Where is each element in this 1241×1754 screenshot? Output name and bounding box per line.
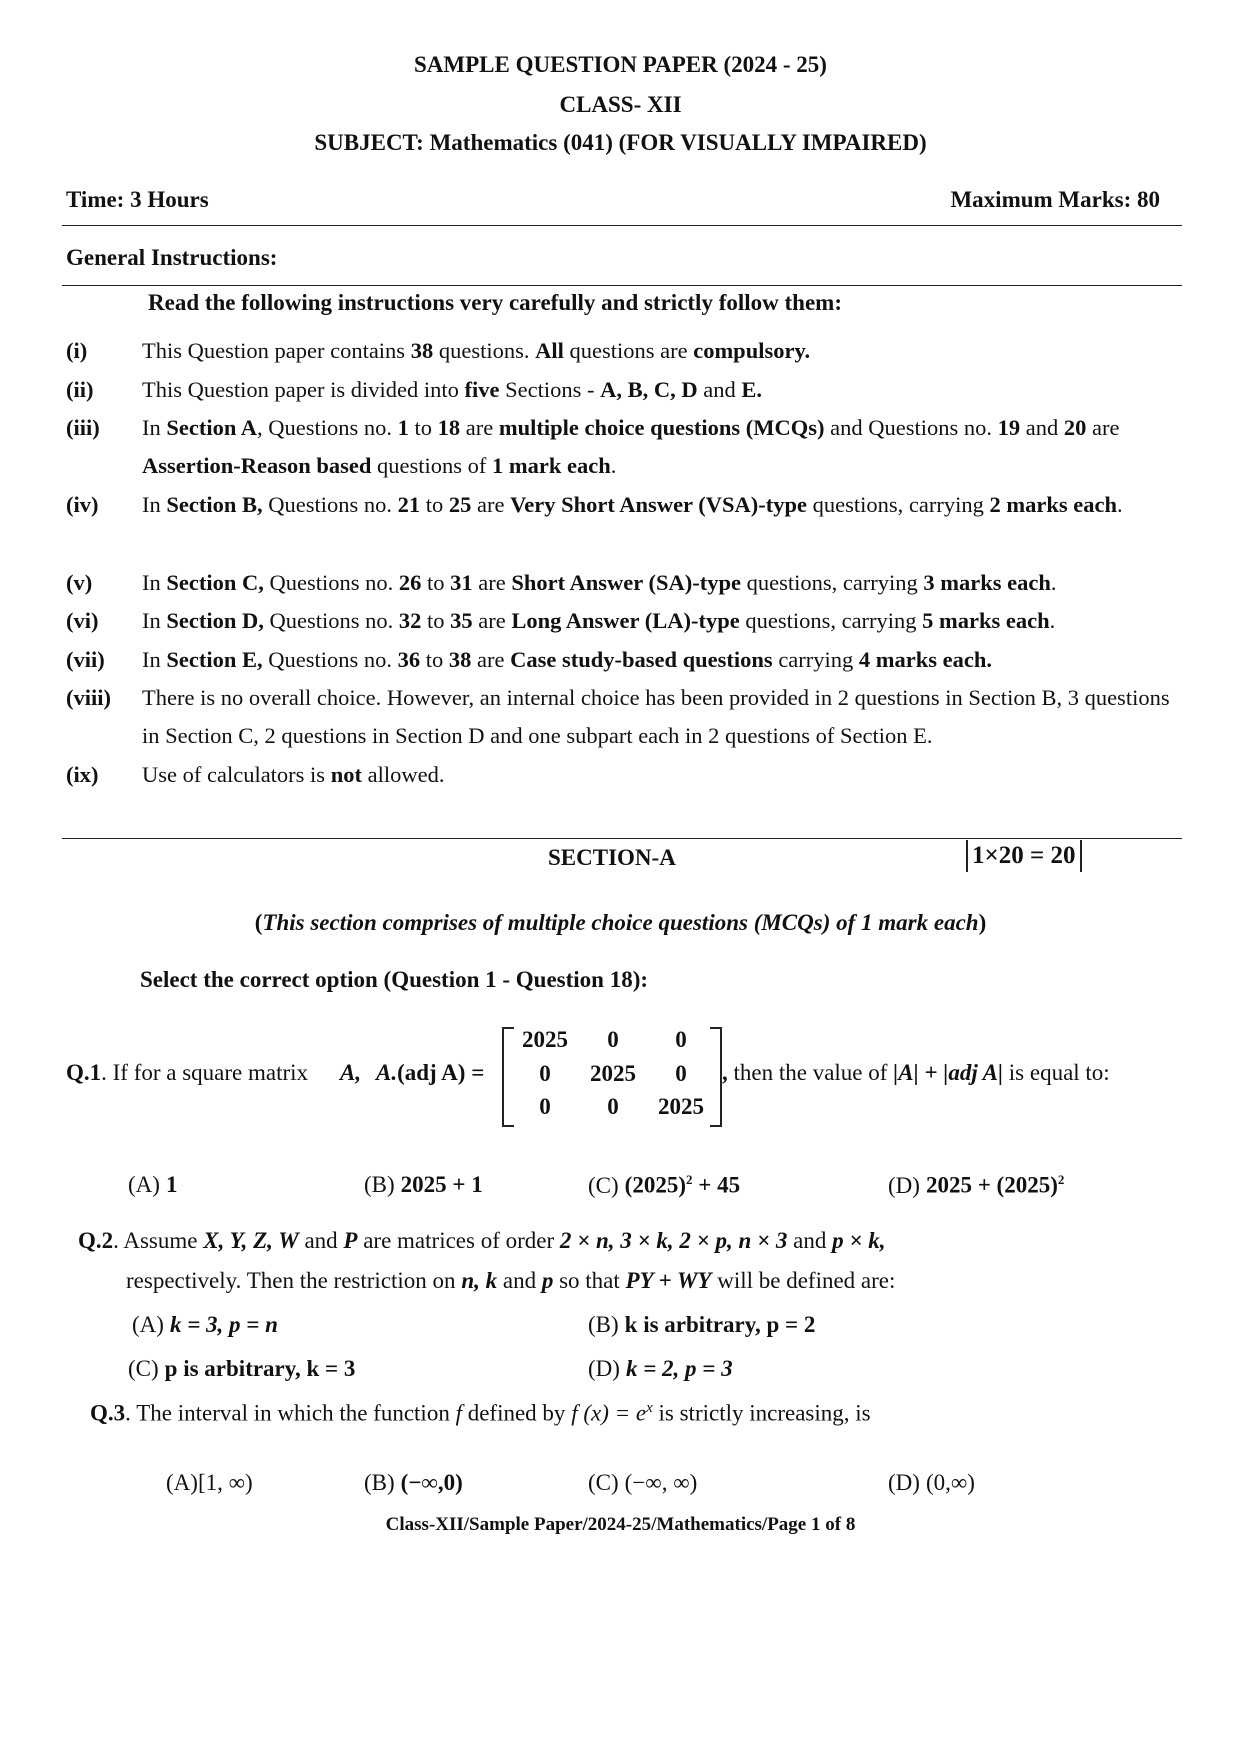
q1-option-a[interactable] bbox=[128, 1172, 177, 1198]
instruction-text-part: . bbox=[1049, 608, 1056, 633]
instruction-text-part: and bbox=[1020, 415, 1064, 440]
q3-option-a[interactable] bbox=[166, 1470, 253, 1496]
q2-option-a-value: k = 3, p = n bbox=[169, 1312, 278, 1337]
instruction-text-part: 32 bbox=[398, 608, 422, 633]
instruction-number: (viii) bbox=[66, 685, 111, 710]
q3-option-c[interactable] bbox=[588, 1470, 697, 1496]
instruction-text-part: Questions no. bbox=[263, 608, 399, 633]
instruction-text-part: to bbox=[408, 415, 438, 440]
instruction-text-part: 3 marks each bbox=[923, 570, 1051, 595]
q3-option-c-label: (C) bbox=[588, 1470, 619, 1495]
instruction-text-part: 38 bbox=[448, 647, 472, 672]
matrix-cell: 0 bbox=[607, 1094, 619, 1119]
q2-option-c[interactable] bbox=[128, 1356, 355, 1382]
instruction-number: (ix) bbox=[66, 762, 99, 787]
instruction-text-part: not bbox=[330, 762, 362, 787]
matrix-cell: 0 bbox=[539, 1061, 551, 1086]
q2-option-b[interactable] bbox=[588, 1312, 815, 1338]
q1-option-a-label: (A) bbox=[128, 1172, 160, 1197]
instruction-text-part: Case study-based questions bbox=[510, 647, 773, 672]
q3-option-d-value: (0,∞) bbox=[925, 1470, 975, 1495]
instruction-text-part: 2 marks each bbox=[989, 492, 1117, 517]
q3-option-a-value: [1, ∞) bbox=[197, 1470, 253, 1495]
q2-line2-b: and bbox=[497, 1268, 542, 1293]
q1-option-b-value: 2025 + 1 bbox=[400, 1172, 483, 1197]
q1-option-c-value: (2025) bbox=[624, 1172, 686, 1198]
q2-pv: p bbox=[541, 1268, 554, 1293]
class-label: CLASS- XII bbox=[559, 92, 682, 117]
instruction-text-part: 21 bbox=[397, 492, 421, 517]
instruction-item bbox=[66, 602, 1186, 632]
instructions-intro: Read the following instructions very carefully and strictly follow them: bbox=[148, 290, 842, 315]
section-a-note-text: This section comprises of multiple choice questions (MCQs) of 1 mark each bbox=[262, 910, 979, 935]
q2-vars: X, Y, Z, W bbox=[203, 1228, 299, 1253]
q2-option-d-label: (D) bbox=[588, 1356, 620, 1381]
q1-post bbox=[722, 1060, 1110, 1086]
instruction-text-part: are bbox=[471, 647, 511, 672]
instruction-text-part: to bbox=[420, 492, 449, 517]
instruction-text-part: . bbox=[1050, 570, 1057, 595]
instruction-text-part: questions of bbox=[371, 453, 493, 478]
max-marks-label: Maximum Marks: 80 bbox=[950, 187, 1160, 212]
instruction-text-part: to bbox=[421, 608, 451, 633]
instruction-text-part: All bbox=[535, 338, 564, 363]
divider-top bbox=[62, 225, 1182, 226]
instruction-text-part: to bbox=[420, 647, 449, 672]
divider-section-a bbox=[62, 838, 1182, 839]
instruction-text-part: and bbox=[697, 377, 742, 402]
q3-option-d-label: (D) bbox=[888, 1470, 920, 1495]
matrix-cell: 2025 bbox=[658, 1094, 704, 1119]
instruction-number: (iv) bbox=[66, 492, 99, 517]
section-a-note-open: ( bbox=[254, 910, 263, 935]
subject-label: SUBJECT: Mathematics (041) (FOR VISUALLY IMPAIRED) bbox=[314, 130, 927, 155]
q3-option-b[interactable] bbox=[364, 1470, 463, 1496]
instruction-text-part: 19 bbox=[997, 415, 1021, 440]
instruction-number: (vii) bbox=[66, 647, 105, 672]
q2-p: P bbox=[343, 1228, 358, 1253]
instruction-text-part: 31 bbox=[450, 570, 473, 595]
instruction-text-part: In bbox=[142, 647, 167, 672]
q1-var-a: A, bbox=[340, 1060, 362, 1085]
instruction-text bbox=[142, 371, 1172, 409]
section-a-note-close: ) bbox=[978, 910, 987, 935]
matrix-cell: 0 bbox=[675, 1027, 687, 1052]
instruction-text-part: Assertion-Reason based bbox=[142, 453, 372, 478]
instruction-number: (ii) bbox=[66, 377, 94, 402]
q3-text-a: . The interval in which the function bbox=[125, 1400, 456, 1426]
instruction-text-part: are bbox=[472, 570, 512, 595]
instruction-text-part: 36 bbox=[397, 647, 421, 672]
q2-number: Q.2 bbox=[78, 1228, 114, 1253]
instruction-text bbox=[142, 564, 1172, 602]
instruction-text bbox=[142, 486, 1172, 524]
q2-option-d-value: k = 2, p = 3 bbox=[625, 1356, 733, 1381]
instruction-text-part: 35 bbox=[450, 608, 473, 633]
q1-option-c-sup: 2 bbox=[686, 1172, 693, 1187]
q3-text-c: is strictly increasing, is bbox=[652, 1400, 871, 1426]
q1-option-d[interactable] bbox=[888, 1172, 1064, 1199]
instruction-text bbox=[142, 409, 1172, 485]
q1-post-comma: , bbox=[722, 1060, 728, 1085]
instruction-text-part: Section D, bbox=[166, 608, 264, 633]
instruction-text-part: Use of calculators is bbox=[142, 762, 331, 787]
instruction-text-part: Questions no. bbox=[263, 570, 399, 595]
instruction-item bbox=[66, 486, 1186, 554]
instruction-text-part: questions are bbox=[563, 338, 694, 363]
page-footer: Class-XII/Sample Paper/2024-25/Mathematics/Page 1 of 8 bbox=[385, 1514, 856, 1535]
q3-fx: f (x) = e bbox=[571, 1400, 647, 1426]
instruction-text-part: Long Answer (LA)-type bbox=[511, 608, 740, 633]
q2-nk: n, k bbox=[461, 1268, 498, 1293]
instruction-item bbox=[66, 756, 1186, 786]
instruction-text-part: allowed. bbox=[361, 762, 445, 787]
section-a-marks: 1×20 = 20 bbox=[966, 840, 1082, 872]
q2-line2-a: respectively. Then the restriction on bbox=[126, 1268, 462, 1293]
instruction-text-part: This Question paper is divided into bbox=[142, 377, 465, 402]
q2-option-d[interactable] bbox=[588, 1356, 733, 1382]
instruction-text-part: questions. bbox=[433, 338, 536, 363]
section-a-note bbox=[0, 910, 1241, 936]
instruction-text-part: and Questions no. bbox=[824, 415, 998, 440]
instruction-number: (i) bbox=[66, 338, 88, 363]
instruction-text-part: to bbox=[421, 570, 451, 595]
q3-f: f bbox=[455, 1400, 462, 1426]
instruction-text-part: are bbox=[1086, 415, 1120, 440]
q3-option-b-value: (−∞,0) bbox=[400, 1470, 463, 1495]
q1-option-c-tail: + 45 bbox=[692, 1172, 741, 1198]
q1-option-d-sup: 2 bbox=[1057, 1172, 1065, 1187]
q1-option-b[interactable] bbox=[364, 1172, 483, 1198]
instruction-text bbox=[142, 332, 1172, 370]
q2-line1-a: . Assume bbox=[113, 1228, 204, 1253]
instruction-text-part: questions, carrying bbox=[740, 570, 924, 595]
instruction-item bbox=[66, 371, 1186, 401]
q1-post2: is equal to: bbox=[1003, 1060, 1110, 1085]
q2-and2: and bbox=[787, 1228, 833, 1253]
instruction-text-part: 1 mark each bbox=[492, 453, 611, 478]
instruction-text-part: . bbox=[610, 453, 617, 478]
q1-option-a-value: 1 bbox=[165, 1172, 178, 1197]
q1-lhs-a: A. bbox=[376, 1060, 398, 1085]
q2-order-last: p × k, bbox=[832, 1228, 886, 1253]
q2-option-b-label: (B) bbox=[588, 1312, 619, 1337]
q1-post-text: then the value of bbox=[727, 1060, 894, 1085]
q2-option-a-label: (A) bbox=[132, 1312, 164, 1337]
instruction-text-part: In bbox=[142, 415, 167, 440]
instruction-text-part: In bbox=[142, 492, 167, 517]
q1-lhs-adj: (adj A) = bbox=[397, 1060, 485, 1085]
q3-option-c-value: (−∞, ∞) bbox=[624, 1470, 698, 1495]
instruction-text-part: Questions no. bbox=[262, 492, 398, 517]
instruction-text-part: Section E, bbox=[166, 647, 263, 672]
instruction-text-part: multiple choice questions (MCQs) bbox=[498, 415, 825, 440]
q2-expr: PY + WY bbox=[625, 1268, 712, 1293]
instruction-text-part: questions, carrying bbox=[807, 492, 990, 517]
instruction-text-part: A, B, C, D bbox=[600, 377, 698, 402]
q1-option-c-label: (C) bbox=[588, 1172, 619, 1198]
q3-number: Q.3 bbox=[90, 1400, 126, 1426]
q2-line1-b: are matrices of order bbox=[357, 1228, 560, 1253]
paper-title: SAMPLE QUESTION PAPER (2024 - 25) bbox=[414, 52, 827, 77]
section-a-title: SECTION-A bbox=[548, 845, 676, 870]
instruction-text-part: 5 marks each bbox=[922, 608, 1050, 633]
instruction-text-part: are bbox=[460, 415, 499, 440]
instruction-text bbox=[142, 641, 1172, 679]
q2-option-c-label: (C) bbox=[128, 1356, 159, 1381]
q2-line1 bbox=[78, 1228, 1188, 1254]
instruction-text-part: 20 bbox=[1063, 415, 1087, 440]
instruction-text bbox=[142, 679, 1172, 755]
matrix-cell: 2025 bbox=[522, 1027, 568, 1052]
instruction-item bbox=[66, 409, 1186, 477]
instruction-text bbox=[142, 602, 1172, 640]
instruction-text-part: In bbox=[142, 608, 167, 633]
instruction-text-part: Section C, bbox=[166, 570, 264, 595]
instructions-heading: General Instructions: bbox=[66, 245, 278, 270]
instruction-text-part: questions, carrying bbox=[739, 608, 923, 633]
q3-text-b: defined by bbox=[461, 1400, 572, 1426]
instruction-item bbox=[66, 564, 1186, 594]
instruction-text bbox=[142, 756, 1172, 794]
instruction-text-part: compulsory. bbox=[693, 338, 811, 363]
instruction-number: (vi) bbox=[66, 608, 99, 633]
instruction-text-part: 25 bbox=[448, 492, 472, 517]
q3-sup: x bbox=[646, 1400, 653, 1416]
instruction-item bbox=[66, 679, 1186, 747]
matrix-cell: 2025 bbox=[590, 1061, 636, 1086]
instruction-text-part: are bbox=[472, 608, 512, 633]
q1-expr: |A| + |adj A| bbox=[893, 1060, 1004, 1085]
q2-option-b-value: k is arbitrary, p = 2 bbox=[624, 1312, 816, 1337]
select-option-instruction: Select the correct option (Question 1 - Question 18): bbox=[140, 967, 649, 992]
instruction-text-part: 1 bbox=[397, 415, 409, 440]
instruction-text-part: Section B, bbox=[166, 492, 263, 517]
q1-option-d-label: (D) bbox=[888, 1172, 920, 1198]
matrix-cell: 0 bbox=[539, 1094, 551, 1119]
instruction-text-part: Very Short Answer (VSA)-type bbox=[510, 492, 807, 517]
q1-pre: . If for a square matrix bbox=[101, 1060, 309, 1085]
q3-option-d[interactable] bbox=[888, 1470, 975, 1496]
matrix-cell: 0 bbox=[607, 1027, 619, 1052]
q2-line2-d: will be defined are: bbox=[711, 1268, 896, 1293]
instruction-text-part: In bbox=[142, 570, 167, 595]
instruction-number: (v) bbox=[66, 570, 93, 595]
q2-and: and bbox=[298, 1228, 344, 1253]
q2-option-a[interactable] bbox=[132, 1312, 278, 1338]
instruction-text-part: This Question paper contains bbox=[142, 338, 411, 363]
instruction-item bbox=[66, 332, 1186, 362]
q3-option-b-label: (B) bbox=[364, 1470, 395, 1495]
q1-stem bbox=[66, 1060, 308, 1086]
q1-option-c[interactable] bbox=[588, 1172, 740, 1199]
instruction-text-part: Questions no. bbox=[262, 647, 398, 672]
matrix-cell: 0 bbox=[675, 1061, 687, 1086]
q2-orders: 2 × n, 3 × k, 2 × p, n × 3 bbox=[559, 1228, 788, 1253]
instruction-text-part: Short Answer (SA)-type bbox=[511, 570, 741, 595]
q1-option-b-label: (B) bbox=[364, 1172, 395, 1197]
instruction-text-part: 4 marks each. bbox=[858, 647, 993, 672]
q2-option-c-value: p is arbitrary, k = 3 bbox=[164, 1356, 356, 1381]
instruction-text-part: 26 bbox=[398, 570, 422, 595]
instruction-text-part: Section A bbox=[166, 415, 258, 440]
instruction-text-part: five bbox=[464, 377, 500, 402]
instruction-text-part: carrying bbox=[772, 647, 859, 672]
q2-line2 bbox=[126, 1268, 1186, 1294]
instruction-text-part: 38 bbox=[410, 338, 434, 363]
time-label: Time: 3 Hours bbox=[66, 187, 209, 212]
q1-lhs bbox=[376, 1060, 484, 1086]
instruction-text-part: E. bbox=[741, 377, 762, 402]
q3-stem bbox=[90, 1400, 1190, 1427]
divider-instructions bbox=[62, 285, 1182, 286]
instruction-item bbox=[66, 641, 1186, 671]
instruction-number: (iii) bbox=[66, 415, 100, 440]
instruction-text-part: 18 bbox=[437, 415, 461, 440]
q2-line2-c: so that bbox=[553, 1268, 626, 1293]
instruction-text-part: are bbox=[471, 492, 511, 517]
instruction-text-part: There is no overall choice. However, an internal choice has been provided in 2 questions in Section B, 3 questions in Section C, 2 questions in Section D and one subpart each in 2 questions of Section E. bbox=[142, 685, 1170, 748]
q1-option-d-value: 2025 + (2025) bbox=[925, 1172, 1058, 1198]
instruction-text-part: . bbox=[1116, 492, 1123, 517]
instruction-text-part: , Questions no. bbox=[257, 415, 398, 440]
instruction-text-part: Sections - bbox=[499, 377, 601, 402]
q3-option-a-label: (A) bbox=[166, 1470, 198, 1495]
q1-number: Q.1 bbox=[66, 1060, 102, 1085]
